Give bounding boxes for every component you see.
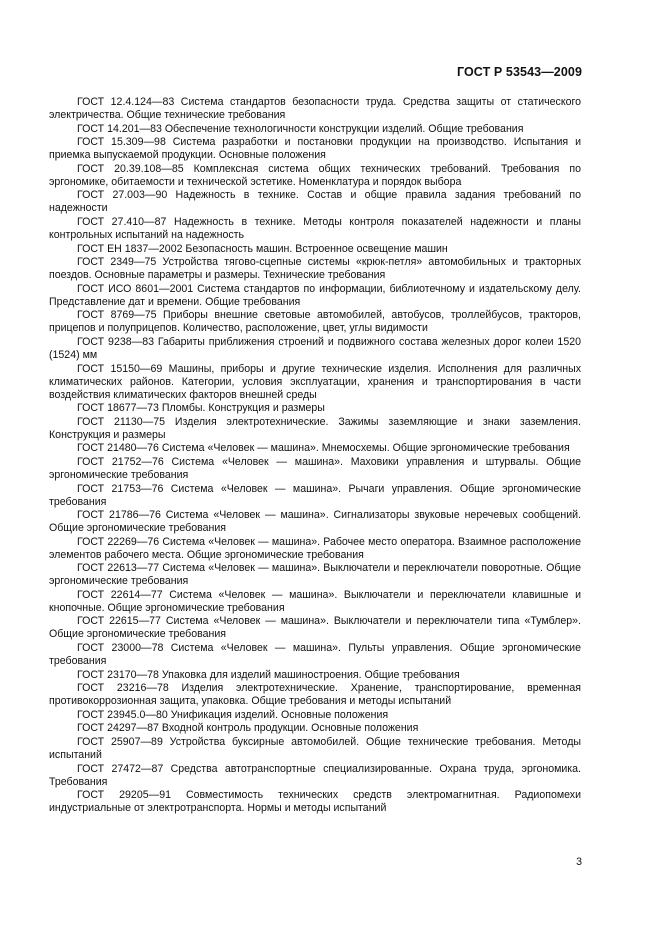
reference-item: ГОСТ 2349—75 Устройства тягово-сцепные системы «крюк-петля» автомобильных и тракторных поездов. Основные параметры и размеры. Технические требования [49, 256, 581, 282]
reference-item: ГОСТ 24297—87 Входной контроль продукции. Основные положения [77, 722, 419, 735]
reference-item: ГОСТ 29205—91 Совместимость технических средств электромагнитная. Радиопомехи индустриальные от электротранспорта. Нормы и методы испытаний [49, 789, 581, 815]
reference-item: ГОСТ 27.003—90 Надежность в технике. Состав и общие правила задания требований по надежности [49, 189, 581, 215]
reference-item: ГОСТ 22615—77 Система «Человек — машина». Выключатели и переключатели типа «Тумблер». Общие эргономические требования [49, 615, 581, 641]
reference-item: ГОСТ 21752—76 Система «Человек — машина». Маховики управления и штурвалы. Общие эргономические требования [49, 455, 581, 481]
reference-item: ГОСТ 23945.0—80 Унификация изделий. Основные положения [77, 708, 389, 721]
reference-item: ГОСТ ЕН 1837—2002 Безопасность машин. Встроенное освещение машин [77, 242, 448, 255]
reference-item: ГОСТ 23216—78 Изделия электротехнические. Хранение, транспортирование, временная противокоррозионная защита, упаковка. Общие требования и методы испытаний [49, 682, 581, 708]
reference-item: ГОСТ 25907—89 Устройства буксирные автомобилей. Общие технические требования. Методы испытаний [49, 736, 581, 762]
reference-item: ГОСТ 21786—76 Система «Человек — машина». Сигнализаторы звуковые неречевых сообщений. Общие эргономические требования [49, 509, 581, 535]
reference-item: ГОСТ 27472—87 Средства автотранспортные специализированные. Охрана труда, эргономика. Требования [49, 762, 581, 788]
reference-item: ГОСТ 20.39.108—85 Комплексная система общих технических требований. Требования по эргономике, обитаемости и технической эстетике. Номенклатура и порядок выбора [49, 162, 581, 188]
reference-item: ГОСТ 22614—77 Система «Человек — машина». Выключатели и переключатели клавишные и кнопочные. Общие эргономические требования [49, 588, 581, 614]
reference-item: ГОСТ 22269—76 Система «Человек — машина». Рабочее место оператора. Взаимное расположение элементов рабочего места. Общие эргономические требования [49, 535, 581, 561]
reference-item: ГОСТ 22613—77 Система «Человек — машина». Выключатели и переключатели поворотные. Общие эргономические требования [49, 562, 581, 588]
page-number: 3 [576, 856, 582, 868]
reference-item: ГОСТ 21753—76 Система «Человек — машина». Рычаги управления. Общие эргономические требования [49, 482, 581, 508]
reference-item: ГОСТ 23000—78 Система «Человек — машина». Пульты управления. Общие эргономические требования [49, 642, 581, 668]
normative-references-list [49, 96, 581, 816]
reference-item: ГОСТ 27.410—87 Надежность в технике. Методы контроля показателей надежности и планы контрольных испытаний на надежность [49, 215, 581, 241]
reference-item: ГОСТ 9238—83 Габариты приближения строений и подвижного состава железных дорог колеи 1520 (1524) мм [49, 335, 581, 361]
reference-item: ГОСТ 15150—69 Машины, приборы и другие технические изделия. Исполнения для различных климатических районов. Категории, условия эксплуатации, хранения и транспортирования в части воздействия климатических факторов внешней среды [49, 362, 581, 401]
reference-item: ГОСТ 8769—75 Приборы внешние световые автомобилей, автобусов, троллейбусов, тракторов, прицепов и полуприцепов. Количество, расположение, цвет, углы видимости [49, 309, 581, 335]
reference-item: ГОСТ 21480—76 Система «Человек — машина». Мнемосхемы. Общие эргономические требования [77, 442, 570, 455]
reference-item: ГОСТ 21130—75 Изделия электротехнические. Зажимы заземляющие и знаки заземления. Конструкция и размеры [49, 415, 581, 441]
document-number-header: ГОСТ Р 53543—2009 [456, 65, 582, 79]
reference-item: ГОСТ ИСО 8601—2001 Система стандартов по информации, библиотечному и издательскому делу. Представление дат и времени. Общие требования [49, 282, 581, 308]
reference-item: ГОСТ 14.201—83 Обеспечение технологичности конструкции изделий. Общие требования [77, 122, 524, 135]
reference-item: ГОСТ 15.309—98 Система разработки и постановки продукции на производство. Испытания и приемка выпускаемой продукции. Основные положения [49, 136, 581, 162]
reference-item: ГОСТ 12.4.124—83 Система стандартов безопасности труда. Средства защиты от статического электричества. Общие технические требования [49, 96, 581, 121]
reference-item: ГОСТ 23170—78 Упаковка для изделий машиностроения. Общие требования [77, 668, 460, 681]
reference-item: ГОСТ 18677—73 Пломбы. Конструкция и размеры [77, 402, 325, 415]
